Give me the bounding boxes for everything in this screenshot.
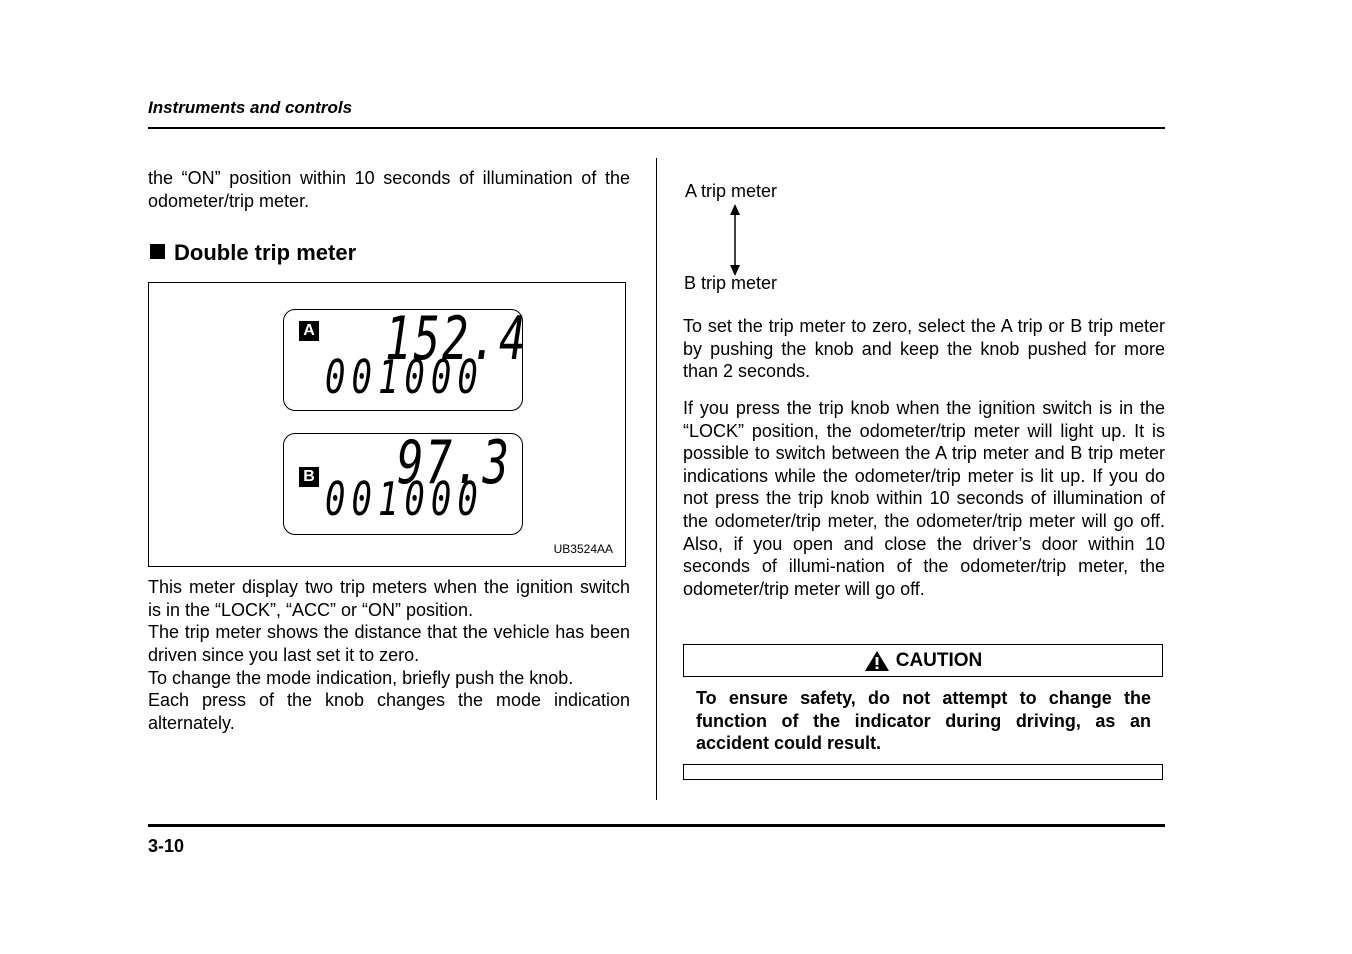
double-arrow-icon [726,204,744,276]
column-divider [656,158,657,800]
odometer-b-reading: 001000 [325,473,484,527]
caution-text: To ensure safety, do not attempt to change the function of the indicator during driving, as an accident could result. [696,688,1151,754]
left-paragraph-2: The trip meter shows the distance that the vehicle has been driven since you last set it to zero. [148,622,630,665]
section-square-icon [150,244,165,259]
footer-rule [148,824,1165,827]
badge-b: B [299,467,319,487]
badge-a: A [299,321,319,341]
odometer-a-reading: 001000 [325,351,484,405]
running-header: Instruments and controls [148,98,353,117]
caution-title: CAUTION [895,650,983,671]
left-paragraph-3: To change the mode indication, briefly push the knob. [148,668,574,688]
right-paragraph-2: If you press the trip knob when the ignition switch is in the “LOCK” position, the odometer/trip meter will light up. It is possible to switch between the A trip meter and B trip meter indications while the odometer/trip meter is lit up. If you do not press the trip knob within 10 seconds of illumination of the odometer/trip meter, the odometer/trip meter will go off. Also, if you open and close the driver’s door within 10 seconds of illumi-nation of the odometer/trip meter, the odometer/trip meter will go off. [683,398,1165,599]
figure-code: UB3524AA [553,542,613,556]
trip-a-reading: 152.4 [385,305,528,374]
a-trip-meter-label: A trip meter [685,181,778,201]
right-paragraph-1: To set the trip meter to zero, select the A trip or B trip meter by pushing the knob and keep the knob pushed for more than 2 seconds. [683,316,1165,382]
header-rule [148,127,1165,129]
warning-triangle-icon [864,650,890,672]
left-paragraph-4: Each press of the knob changes the mode indication alternately. [148,690,630,733]
trip-meter-figure [148,282,626,567]
section-title [150,240,356,266]
page-number: 3-10 [148,836,185,856]
caution-header-box [683,644,1163,677]
intro-paragraph: the “ON” position within 10 seconds of illumination of the odometer/trip meter. [148,168,630,211]
section-title-text: Double trip meter [174,240,357,265]
trip-b-reading: 97.3 [397,429,511,498]
caution-footer-box [683,764,1163,780]
b-trip-meter-label: B trip meter [684,273,778,293]
left-paragraph-1: This meter display two trip meters when the ignition switch is in the “LOCK”, “ACC” or “ON” position. [148,577,630,620]
